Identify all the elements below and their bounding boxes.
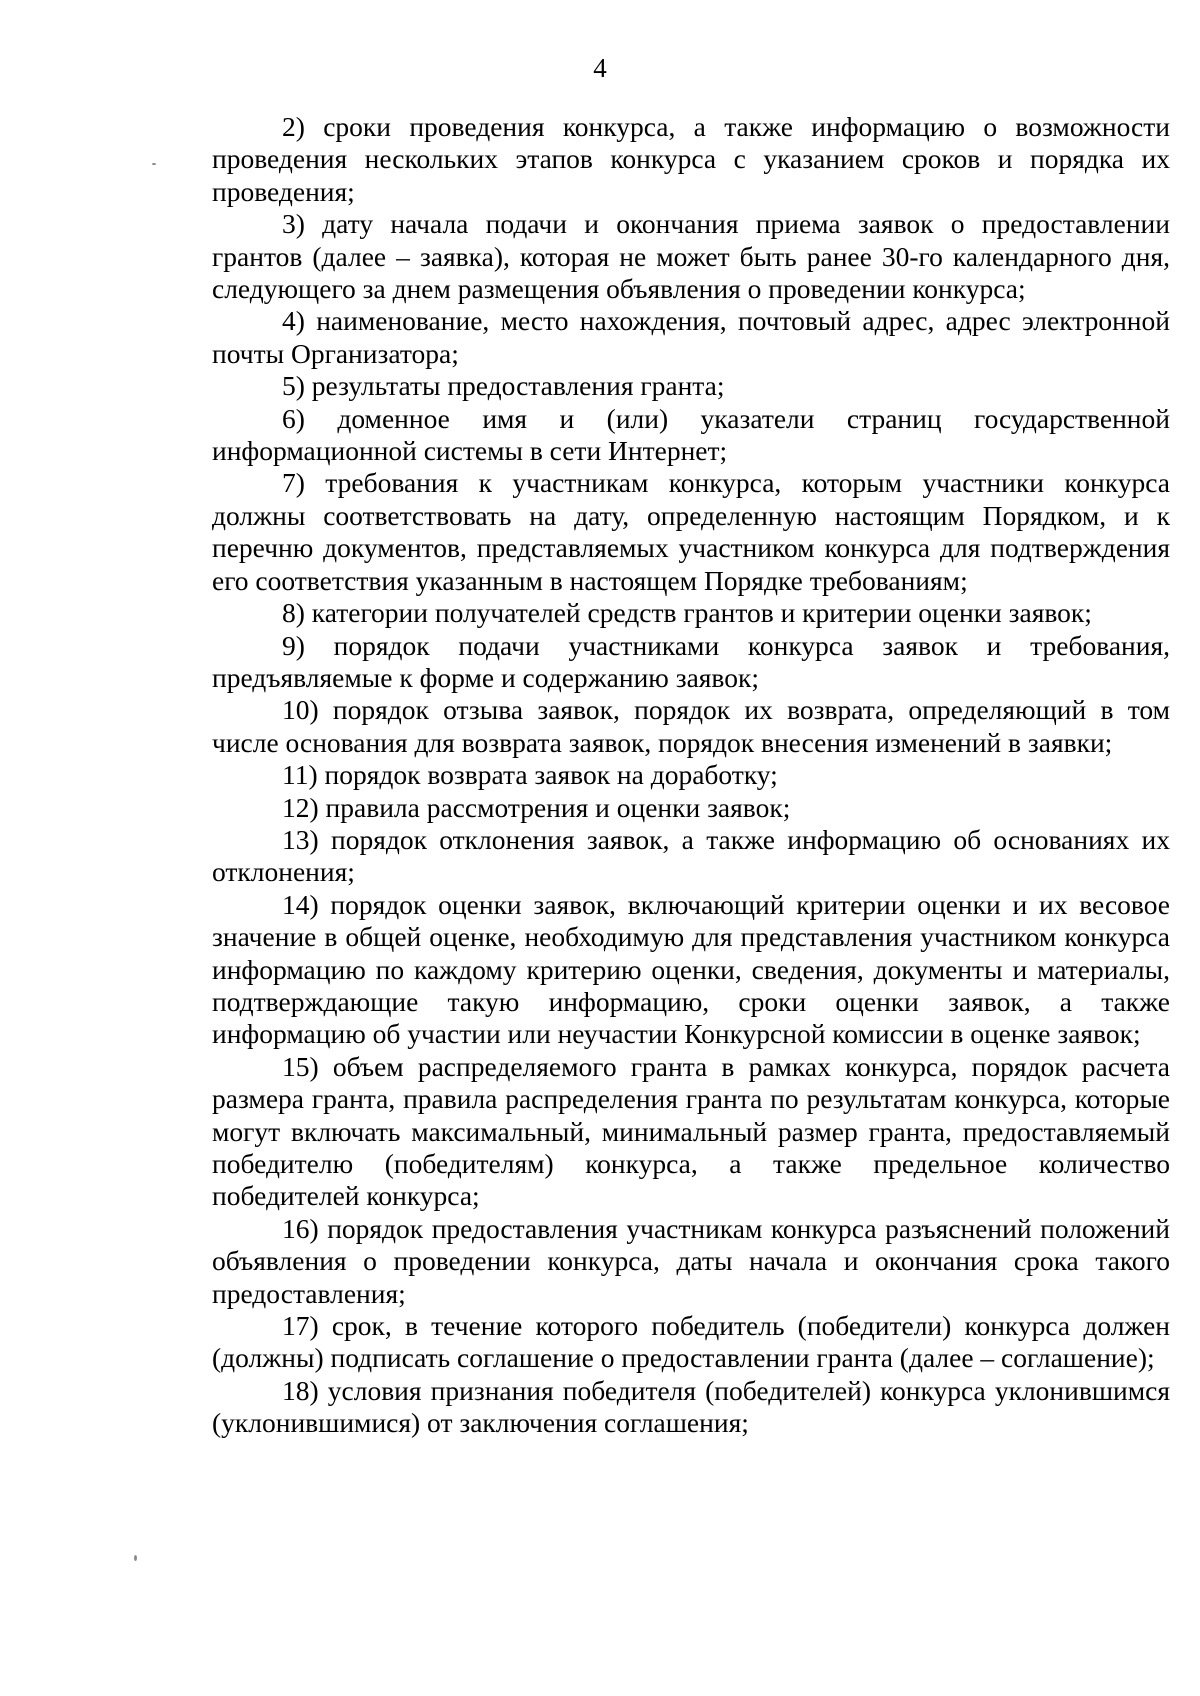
list-item: 10) порядок отзыва заявок, порядок их возврата, определяющий в том числе основания для возврата заявок, порядок внесения изменений в заявки; [212, 694, 1170, 758]
list-item: 9) порядок подачи участниками конкурса заявок и требования, предъявляемые к форме и содержанию заявок; [212, 629, 1170, 693]
list-item: 15) объем распределяемого гранта в рамках конкурса, порядок расчета размера гранта, правила распределения гранта по результатам конкурса, которые могут включать максимальный, минимальный размер гранта, предоставляемый победителю (победителям) конкурса, а также предельное количество победителей конкурса; [212, 1050, 1170, 1212]
document-body [212, 111, 1170, 1440]
list-item: 4) наименование, место нахождения, почтовый адрес, адрес электронной почты Организатора; [212, 305, 1170, 369]
list-item: 11) порядок возврата заявок на доработку; [282, 759, 778, 791]
list-item: 7) требования к участникам конкурса, которым участники конкурса должны соответствовать на дату, определенную настоящим Порядком, и к перечню документов, представляемых участником конкурса для подтверждения его соответствия указанным в настоящем Порядке требованиям; [212, 467, 1170, 596]
scan-artifact-dot [134, 1555, 137, 1561]
list-item: 8) категории получателей средств грантов и критерии оценки заявок; [282, 597, 1092, 629]
list-item: 17) срок, в течение которого победитель (победители) конкурса должен (должны) подписать соглашение о предоставлении гранта (далее – соглашение); [212, 1310, 1170, 1374]
list-item: 12) правила рассмотрения и оценки заявок; [282, 791, 791, 823]
page-number: 4 [593, 53, 607, 83]
list-item: 6) доменное имя и (или) указатели страниц государственной информационной системы в сети Интернет; [212, 402, 1170, 467]
list-item: 2) сроки проведения конкурса, а также информацию о возможности проведения нескольких этапов конкурса с указанием сроков и порядка их проведения; [212, 111, 1170, 207]
list-item: 16) порядок предоставления участникам конкурса разъяснений положений объявления о проведении конкурса, даты начала и окончания срока такого предоставления; [212, 1212, 1170, 1309]
list-item: 5) результаты предоставления гранта; [282, 370, 725, 402]
list-item: 13) порядок отклонения заявок, а также информацию об основаниях их отклонения; [212, 823, 1170, 888]
list-item: 14) порядок оценки заявок, включающий критерии оценки и их весовое значение в общей оценке, необходимую для представления участником конкурса информацию по каждому критерию оценки, сведения, документы и материалы, подтверждающие такую информацию, сроки оценки заявок, а также информацию об участии или неучастии Конкурсной комиссии в оценке заявок; [212, 888, 1170, 1050]
list-item: 18) условия признания победителя (победителей) конкурса уклонившимся (уклонившимися) от заключения соглашения; [212, 1374, 1170, 1439]
list-item: 3) дату начала подачи и окончания приема заявок о предоставлении грантов (далее – заявка), которая не может быть ранее 30-го календарного дня, следующего за днем размещения объявления о проведении конкурса; [212, 208, 1170, 305]
scan-artifact-dot [152, 163, 156, 165]
